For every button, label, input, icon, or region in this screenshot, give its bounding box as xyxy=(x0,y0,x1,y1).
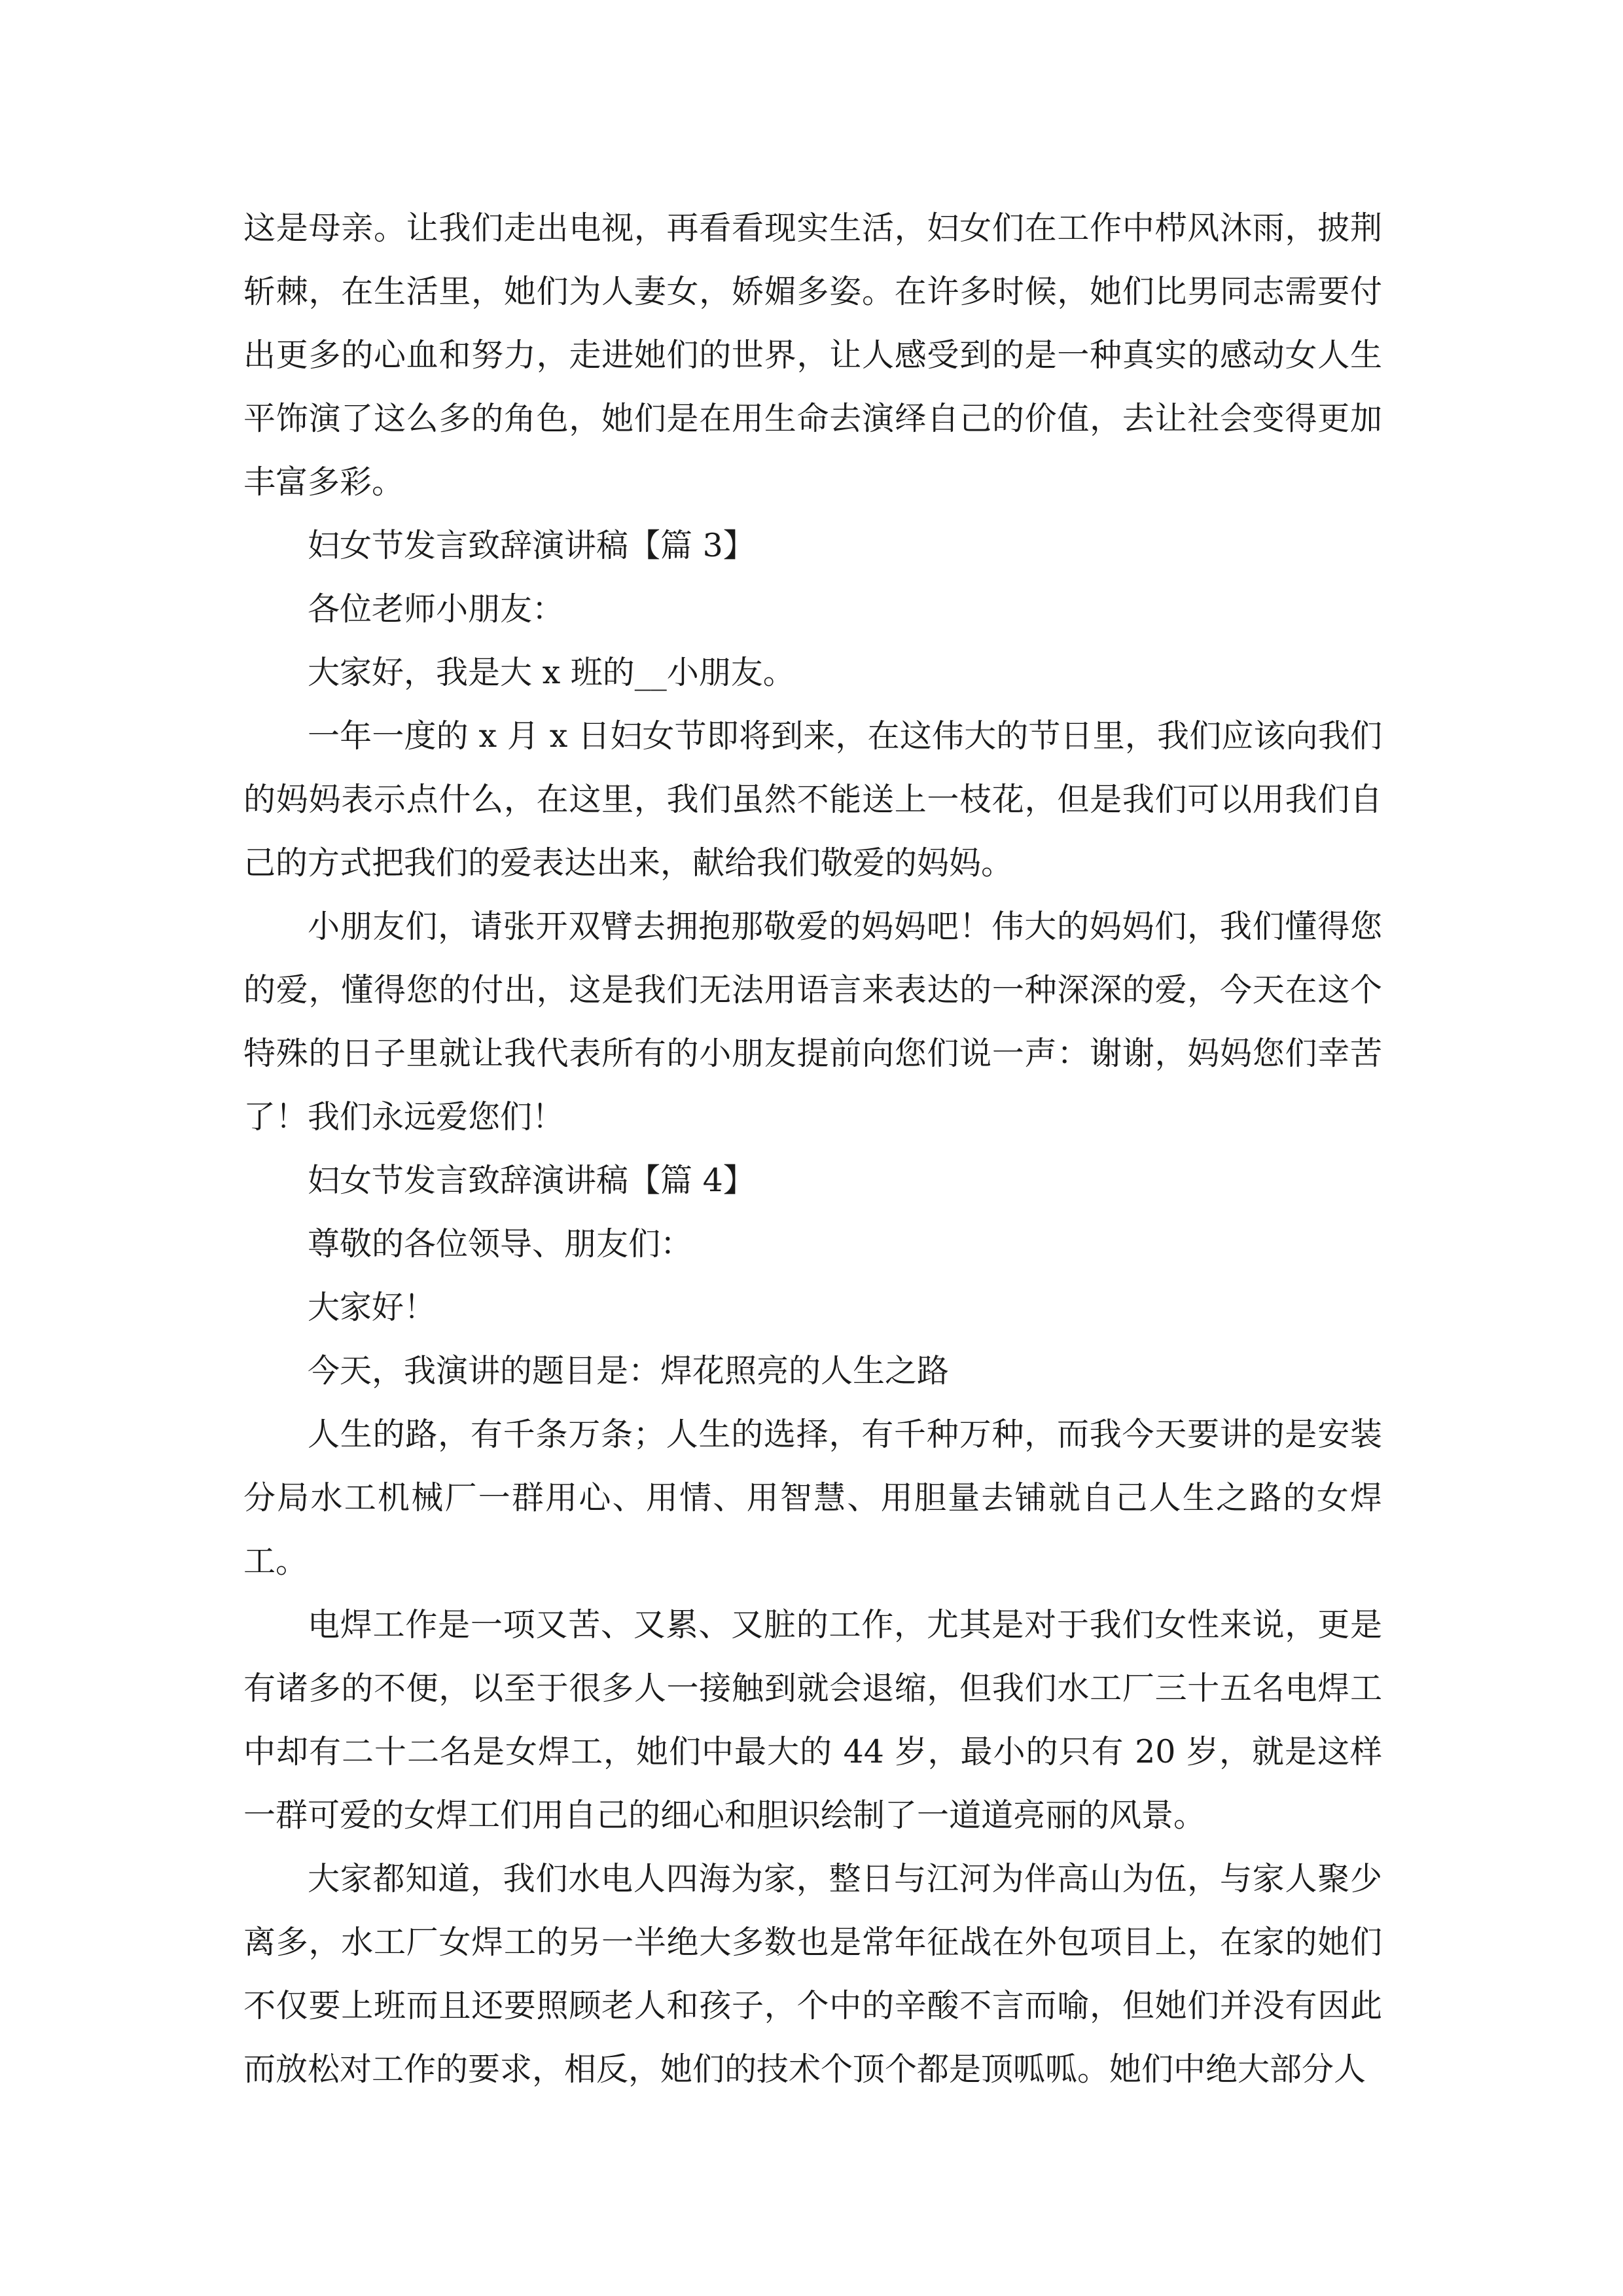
document-page xyxy=(243,196,1382,2101)
paragraph: 大家都知道，我们水电人四海为家，整日与江河为伴高山为伍，与家人聚少离多，水工厂女焊工的另一半绝大多数也是常年征战在外包项目上，在家的她们不仅要上班而且还要照顾老人和孩子，个中的辛酸不言而喻，但她们并没有因此而放松对工作的要求，相反，她们的技术个顶个都是顶呱呱。她们中绝大部分人 xyxy=(243,1860,1382,2088)
section-heading-3: 妇女节发言致辞演讲稿【篇 3】 xyxy=(308,527,755,564)
salutation: 各位老师小朋友： xyxy=(308,590,565,628)
speech-title-line: 今天，我演讲的题目是：焊花照亮的人生之路 xyxy=(308,1352,950,1390)
paragraph: 一年一度的 x 月 x 日妇女节即将到来，在这伟大的节日里，我们应该向我们的妈妈表示点什么，在这里，我们虽然不能送上一枝花，但是我们可以用我们自己的方式把我们的爱表达出来，献给我们敬爱的妈妈。 xyxy=(243,717,1382,882)
section-heading-4: 妇女节发言致辞演讲稿【篇 4】 xyxy=(308,1162,755,1199)
greeting: 大家好！ xyxy=(308,1289,437,1326)
greeting: 大家好，我是大 x 班的__小朋友。 xyxy=(308,654,795,691)
paragraph: 小朋友们，请张开双臂去拥抱那敬爱的妈妈吧！伟大的妈妈们，我们懂得您的爱，懂得您的付出，这是我们无法用语言来表达的一种深深的爱，今天在这个特殊的日子里就让我代表所有的小朋友提前向您们说一声：谢谢，妈妈您们幸苦了！我们永远爱您们！ xyxy=(243,908,1382,1136)
paragraph: 电焊工作是一项又苦、又累、又脏的工作，尤其是对于我们女性来说，更是有诸多的不便，以至于很多人一接触到就会退缩，但我们水工厂三十五名电焊工中却有二十二名是女焊工，她们中最大的 44 岁，最小的只有 20 岁，就是这样一群可爱的女焊工们用自己的细心和胆识绘制了一道道亮丽的风景。 xyxy=(243,1606,1382,1834)
salutation: 尊敬的各位领导、朋友们： xyxy=(308,1225,693,1263)
paragraph-continuation: 这是母亲。让我们走出电视，再看看现实生活，妇女们在工作中栉风沐雨，披荆斩棘，在生活里，她们为人妻女，娇媚多姿。在许多时候，她们比男同志需要付出更多的心血和努力，走进她们的世界，让人感受到的是一种真实的感动女人生平饰演了这么多的角色，她们是在用生命去演绎自己的价值，去让社会变得更加丰富多彩。 xyxy=(243,209,1382,501)
paragraph: 人生的路，有千条万条；人生的选择，有千种万种，而我今天要讲的是安装分局水工机械厂一群用心、用情、用智慧、用胆量去铺就自己人生之路的女焊工。 xyxy=(243,1416,1382,1580)
